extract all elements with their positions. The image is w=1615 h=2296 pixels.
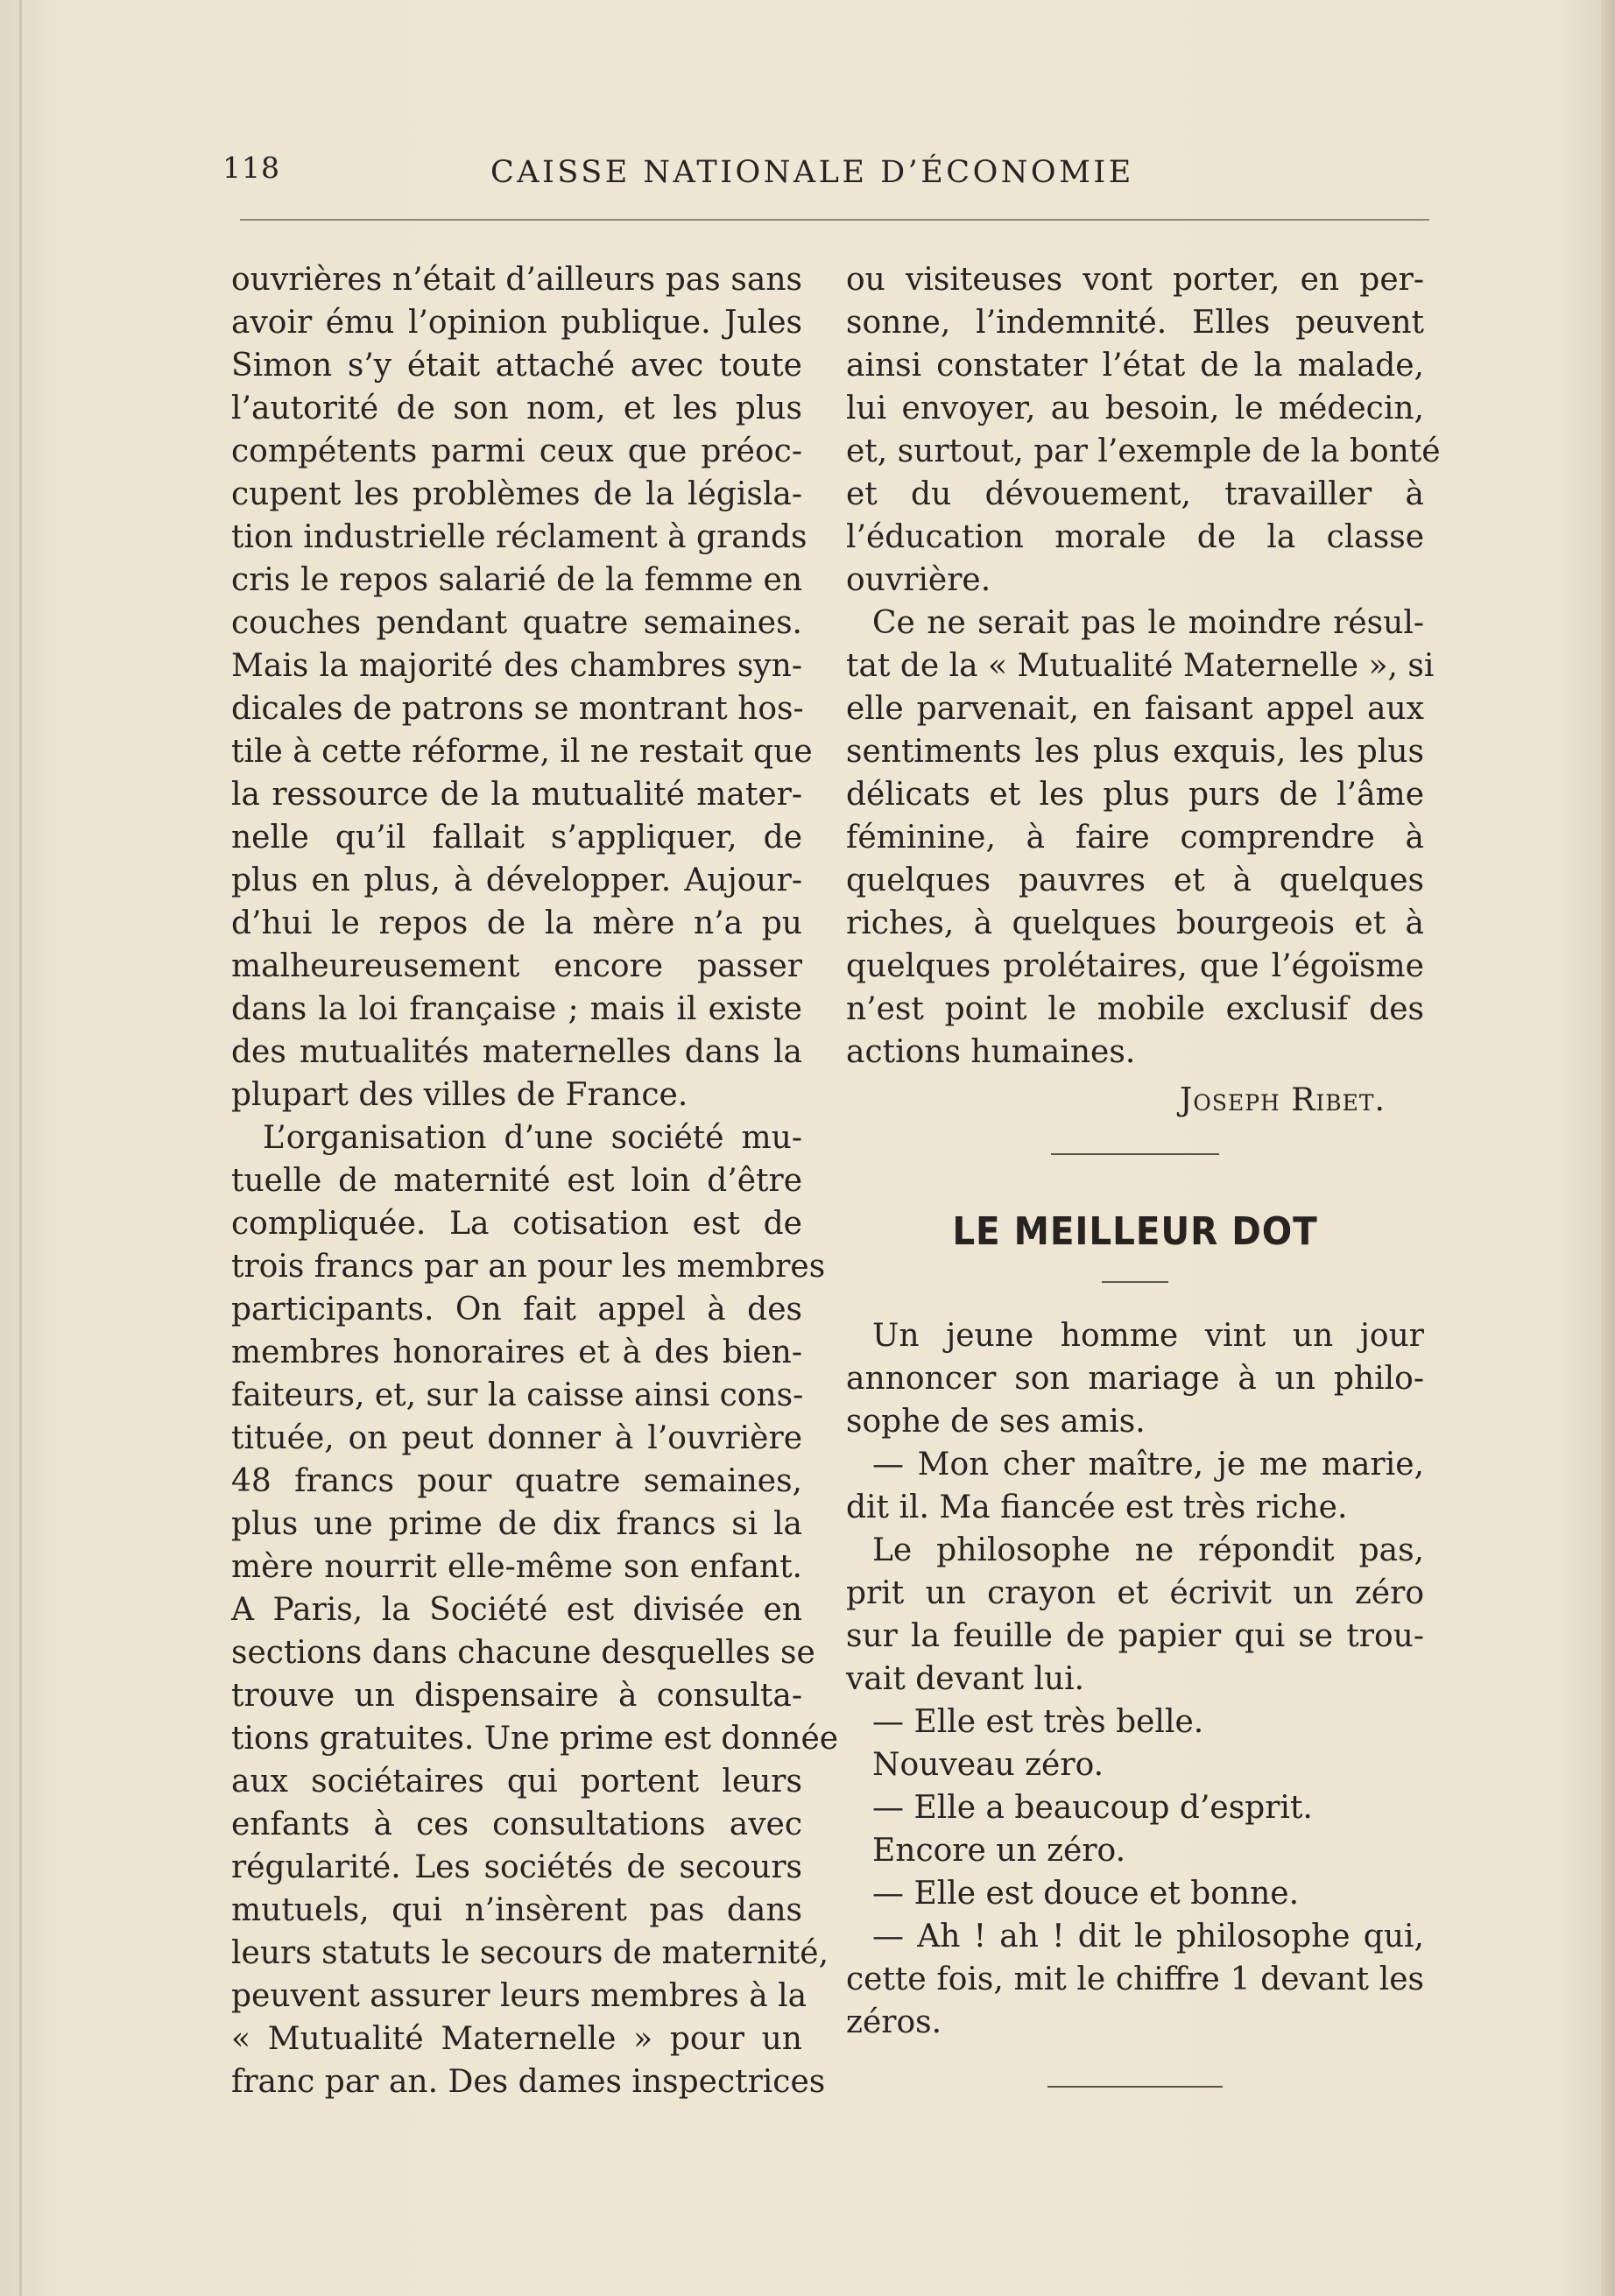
text-line: vait devant lui. [846, 1661, 1085, 1697]
text-line: ouvrières n’était d’ailleurs pas sans [231, 262, 802, 298]
text-line: quelques pauvres et à quelques [846, 863, 1424, 898]
text-line: Simon s’y était attaché avec toute [231, 348, 802, 384]
left-column [231, 258, 839, 2103]
text-line: leurs statuts le secours de maternité, [231, 1935, 829, 1971]
section-title: LE MEILLEUR DOT [952, 1209, 1318, 1254]
text-line: — Elle est douce et bonne. [872, 1876, 1300, 1912]
author-signature: Joseph Ribet. [1179, 1082, 1386, 1118]
text-line: — Mon cher maître, je me marie, [872, 1447, 1424, 1483]
text-line: plus une prime de dix francs si la [231, 1506, 802, 1542]
text-line: elle parvenait, en faisant appel aux [846, 691, 1424, 727]
text-line: tituée, on peut donner à l’ouvrière [231, 1420, 802, 1456]
section-divider [1051, 1153, 1219, 1155]
text-line: d’hui le repos de la mère n’a pu [231, 905, 802, 941]
spacer [846, 1283, 1424, 1314]
text-line: tat de la « Mutualité Maternelle », si [846, 648, 1435, 684]
text-line: compliquée. La cotisation est de [231, 1206, 802, 1242]
page-number: 118 [222, 151, 280, 185]
text-line: L’organisation d’une société mu- [263, 1120, 802, 1156]
text-line: « Mutualité Maternelle » pour un [231, 2021, 802, 2057]
text-line: féminine, à faire comprendre à [846, 820, 1424, 856]
text-line: A Paris, la Société est divisée en [231, 1592, 802, 1628]
text-line: lui envoyer, au besoin, le médecin, [846, 391, 1424, 426]
text-line: trouve un dispensaire à consulta- [231, 1678, 802, 1714]
text-line: Le philosophe ne répondit pas, [872, 1532, 1424, 1568]
text-line: — Elle est très belle. [872, 1704, 1204, 1740]
text-line: ou visiteuses vont porter, en per- [846, 262, 1424, 298]
text-line: cette fois, mit le chiffre 1 devant les [846, 1961, 1424, 1997]
text-line: malheureusement encore passer [231, 948, 802, 984]
page-gutter-line [19, 0, 22, 2296]
text-line: tile à cette réforme, il ne restait que [231, 734, 813, 770]
text-line: la ressource de la mutualité mater- [231, 777, 802, 813]
text-line: aux sociétaires qui portent leurs [231, 1764, 802, 1799]
text-line: peuvent assurer leurs membres à la [231, 1978, 808, 2014]
text-line: plupart des villes de France. [231, 1077, 688, 1113]
text-line: et, surtout, par l’exemple de la bonté [846, 433, 1441, 469]
text-line: participants. On fait appel à des [231, 1292, 802, 1328]
text-line: sur la feuille de papier qui se trou- [846, 1618, 1424, 1654]
text-line: cupent les problèmes de la législa- [231, 476, 802, 512]
text-line: sections dans chacune desquelles se [231, 1635, 815, 1671]
text-line: couches pendant quatre semaines. [231, 605, 802, 641]
text-line: des mutualités maternelles dans la [231, 1034, 802, 1070]
text-line: délicats et les plus purs de l’âme [846, 777, 1424, 813]
text-line: — Ah ! ah ! dit le philosophe qui, [872, 1919, 1424, 1954]
text-line: mère nourrit elle-même son enfant. [231, 1549, 802, 1585]
text-line: Nouveau zéro. [872, 1747, 1104, 1783]
text-line: Un jeune homme vint un jour [872, 1318, 1424, 1354]
text-line: membres honoraires et à des bien- [231, 1335, 802, 1370]
text-line: nelle qu’il fallait s’appliquer, de [231, 820, 802, 856]
text-line: enfants à ces consultations avec [231, 1807, 802, 1842]
end-divider [1047, 2086, 1223, 2088]
text-line: tuelle de maternité est loin d’être [231, 1163, 802, 1199]
text-line: franc par an. Des dames inspectrices [231, 2064, 826, 2100]
page-edge-shadow [1601, 0, 1615, 2296]
text-line: régularité. Les sociétés de secours [231, 1849, 802, 1885]
text-line: l’autorité de son nom, et les plus [231, 391, 802, 426]
text-line: — Elle a beaucoup d’esprit. [872, 1790, 1313, 1826]
running-title: CAISSE NATIONALE D’ÉCONOMIE [490, 155, 1134, 190]
text-line: sonne, l’indemnité. Elles peuvent [846, 305, 1424, 341]
text-line: ainsi constater l’état de la malade, [846, 348, 1424, 384]
text-line: 48 francs pour quatre semaines, [231, 1463, 802, 1499]
text-line: ouvrière. [846, 562, 991, 598]
text-line: zéros. [846, 2004, 942, 2040]
text-line: sentiments les plus exquis, les plus [846, 734, 1424, 770]
text-line: dit il. Ma fiancée est très riche. [846, 1490, 1348, 1525]
text-line: et du dévouement, travailler à [846, 476, 1424, 512]
text-line: prit un crayon et écrivit un zéro [846, 1575, 1424, 1611]
text-line: quelques prolétaires, que l’égoïsme [846, 948, 1424, 984]
text-line: riches, à quelques bourgeois et à [846, 905, 1424, 941]
header-rule [240, 219, 1429, 221]
text-line: annoncer son mariage à un philo- [846, 1361, 1424, 1397]
text-line: trois francs par an pour les membres [231, 1249, 826, 1285]
text-line: tion industrielle réclament à grands [231, 519, 808, 555]
text-line: n’est point le mobile exclusif des [846, 991, 1424, 1027]
text-line: plus en plus, à développer. Aujour- [231, 863, 802, 898]
text-line: Encore un zéro. [872, 1833, 1126, 1869]
text-line: Mais la majorité des chambres syn- [231, 648, 802, 684]
text-line: tions gratuites. Une prime est donnée [231, 1721, 839, 1757]
text-line: cris le repos salarié de la femme en [231, 562, 802, 598]
right-column [846, 258, 1441, 2088]
text-line: Ce ne serait pas le moindre résul- [872, 605, 1424, 641]
text-line: actions humaines. [846, 1034, 1136, 1070]
text-line: l’éducation morale de la classe [846, 519, 1424, 555]
text-line: sophe de ses amis. [846, 1404, 1146, 1440]
text-line: avoir ému l’opinion publique. Jules [231, 305, 802, 341]
text-line: dicales de patrons se montrant hos- [231, 691, 804, 727]
text-line: faiteurs, et, sur la caisse ainsi cons- [231, 1377, 804, 1413]
text-line: compétents parmi ceux que préoc- [231, 433, 802, 469]
text-line: mutuels, qui n’insèrent pas dans [231, 1892, 802, 1928]
text-line: dans la loi française ; mais il existe [231, 991, 802, 1027]
